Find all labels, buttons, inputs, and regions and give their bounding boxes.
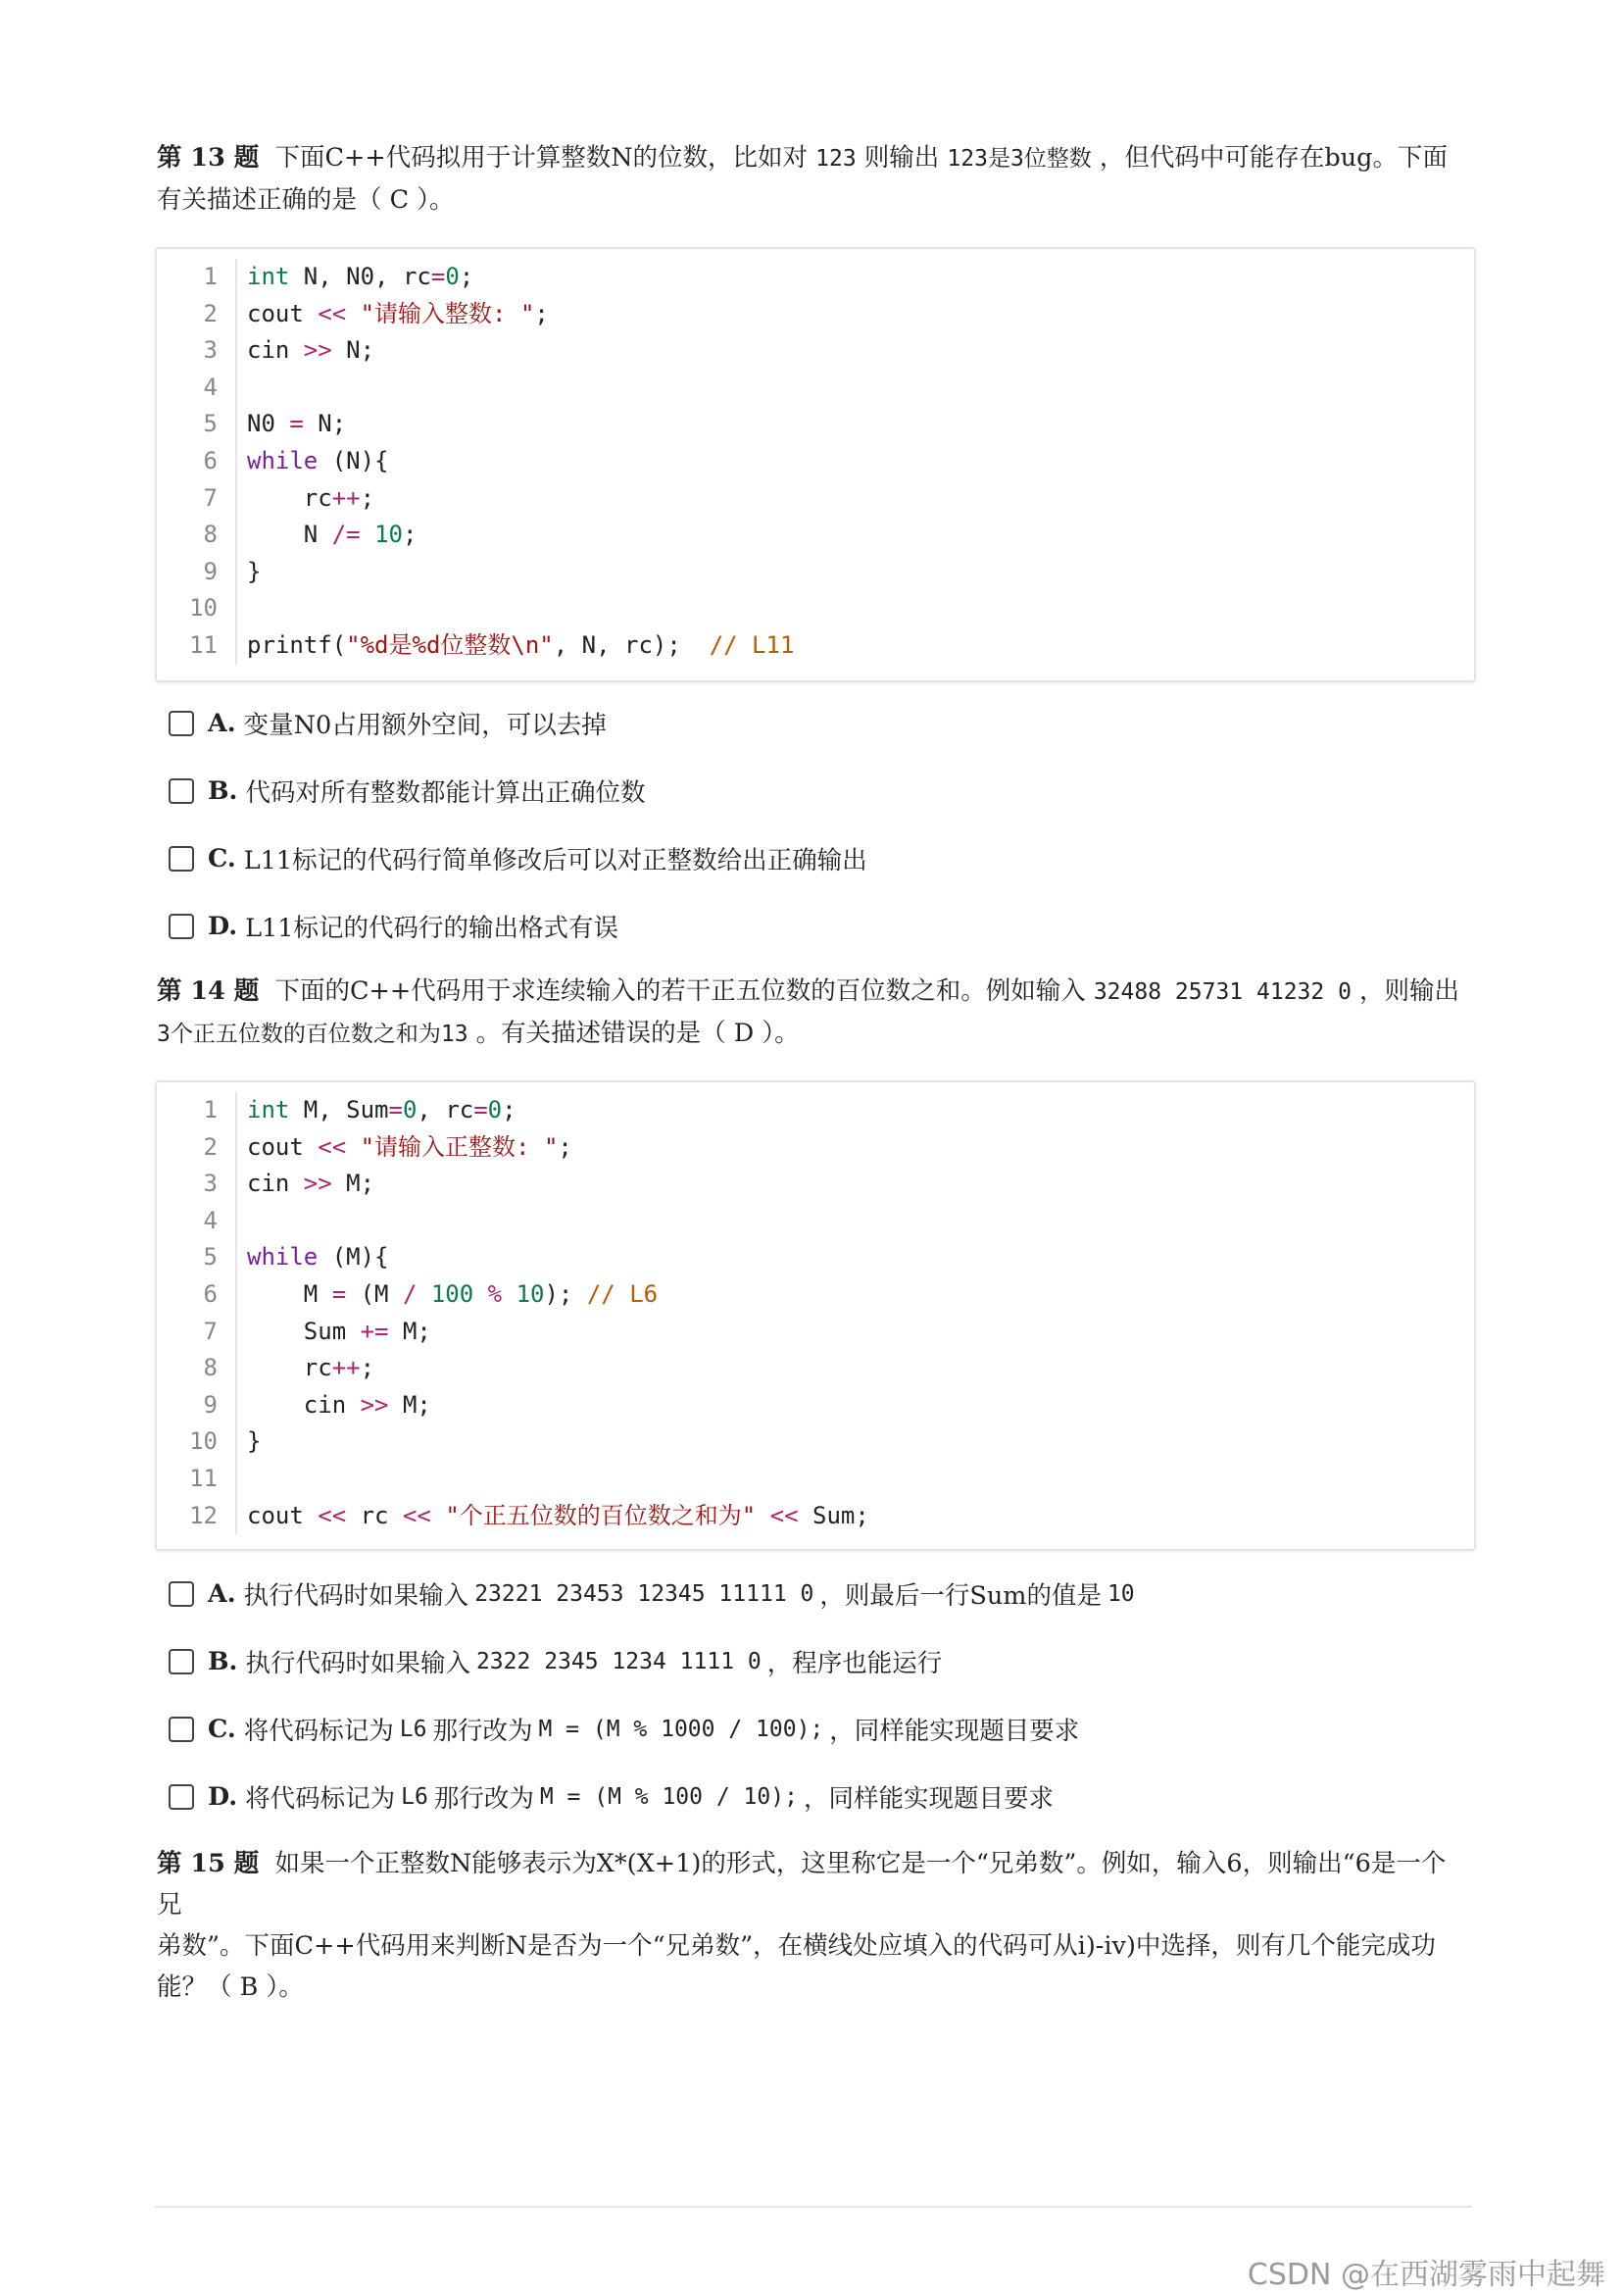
code-lines bbox=[247, 1092, 1464, 1534]
checkbox[interactable] bbox=[169, 914, 194, 939]
code-line: } bbox=[247, 557, 262, 585]
code-line: while (M){ bbox=[247, 1243, 389, 1272]
checkbox[interactable] bbox=[169, 1581, 194, 1607]
code-line: rc++; bbox=[247, 483, 375, 512]
option-13-a[interactable]: A. 变量N0占用额外空间，可以去掉 bbox=[169, 704, 607, 743]
option-14-d[interactable]: D. 将代码标记为 L6 那行改为 M = (M % 100 / 10); ，同样能实现题目要求 bbox=[169, 1777, 1054, 1817]
checkbox[interactable] bbox=[169, 1717, 194, 1742]
question-number: 第 13 题 bbox=[157, 143, 260, 173]
line-number-gutter: 1 2 3 4 5 6 7 8 9 10 11 bbox=[157, 259, 237, 665]
code-line: N0 = N; bbox=[247, 410, 347, 438]
checkbox[interactable] bbox=[169, 1784, 194, 1810]
question-15-line-3: 能？（ B ）。 bbox=[157, 1972, 304, 2002]
option-14-b[interactable]: B. 执行代码时如果输入 2322 2345 1234 1111 0 ，程序也能运行 bbox=[169, 1642, 942, 1681]
question-15-line-1: 第 15 题 如果一个正整数N能够表示为X*(X+1)的形式，这里称它是一个“兄弟数”。例如，输入6，则输出“6是一个兄 bbox=[157, 1849, 1447, 1920]
option-13-c[interactable]: C. L11标记的代码行简单修改后可以对正整数给出正确输出 bbox=[169, 839, 867, 878]
option-14-c[interactable]: C. 将代码标记为 L6 那行改为 M = (M % 1000 / 100); ，同样能实现题目要求 bbox=[169, 1710, 1079, 1749]
code-line bbox=[247, 590, 1464, 627]
code-line: cin >> M; bbox=[247, 1170, 375, 1198]
option-14-a[interactable]: A. 执行代码时如果输入 23221 23453 12345 11111 0 ，则最后一行Sum的值是 10 bbox=[169, 1574, 1141, 1614]
code-line: printf("%d是%d位整数\n", N, rc); // L11 bbox=[247, 630, 795, 659]
checkbox[interactable] bbox=[169, 778, 194, 804]
question-15-line-2: 弟数”。下面C++代码用来判断N是否为一个“兄弟数”，在横线处应填入的代码可从i)-iv)中选择，则有几个能完成功 bbox=[157, 1931, 1436, 1961]
page-divider bbox=[155, 2206, 1472, 2208]
code-line: int N, N0, rc=0; bbox=[247, 263, 474, 290]
code-line bbox=[247, 1461, 1464, 1498]
watermark: CSDN @在西湖雾雨中起舞 bbox=[1247, 2258, 1605, 2292]
checkbox[interactable] bbox=[169, 1649, 194, 1674]
code-line: cout << rc << "个正五位数的百位数之和为" << Sum; bbox=[247, 1501, 869, 1529]
question-13: 第 13 题 下面C++代码拟用于计算整数N的位数，比如对 123 则输出 123是3位整数 ，但代码中可能存在bug。下面有关描述正确的是（ C ）。 bbox=[157, 143, 1448, 215]
checkbox[interactable] bbox=[169, 846, 194, 872]
line-number-gutter: 1 2 3 4 5 6 7 8 9 10 11 12 bbox=[157, 1092, 237, 1534]
checkbox[interactable] bbox=[169, 711, 194, 736]
option-13-d[interactable]: D. L11标记的代码行的输出格式有误 bbox=[169, 907, 618, 946]
option-13-b[interactable]: B. 代码对所有整数都能计算出正确位数 bbox=[169, 772, 645, 811]
code-block-14 bbox=[155, 1080, 1476, 1551]
code-line: int M, Sum=0, rc=0; bbox=[247, 1096, 516, 1123]
question-15 bbox=[157, 1843, 1470, 2008]
code-line: N /= 10; bbox=[247, 521, 418, 549]
code-lines bbox=[247, 259, 1464, 665]
code-line: M = (M / 100 % 10); // L6 bbox=[247, 1279, 659, 1308]
question-number: 第 14 题 bbox=[157, 976, 260, 1006]
question-number: 第 15 题 bbox=[157, 1849, 260, 1878]
code-line: cin >> M; bbox=[247, 1390, 431, 1419]
code-line: cout << "请输入整数: "; bbox=[247, 299, 549, 327]
question-14: 第 14 题 下面的C++代码用于求连续输入的若干正五位数的百位数之和。例如输入 32488 25731 41232 0 ，则输出 3个正五位数的百位数之和为13 。有关描述错误的是（ D ）。 bbox=[157, 976, 1460, 1048]
code-line: rc++; bbox=[247, 1354, 375, 1382]
code-line bbox=[247, 1203, 1464, 1240]
code-line: Sum += M; bbox=[247, 1317, 431, 1345]
code-line bbox=[247, 370, 1464, 407]
code-line: while (N){ bbox=[247, 446, 389, 474]
code-line: cin >> N; bbox=[247, 336, 375, 365]
code-line: cout << "请输入正整数: "; bbox=[247, 1132, 572, 1161]
code-line: } bbox=[247, 1427, 262, 1456]
code-block-13 bbox=[155, 247, 1476, 682]
